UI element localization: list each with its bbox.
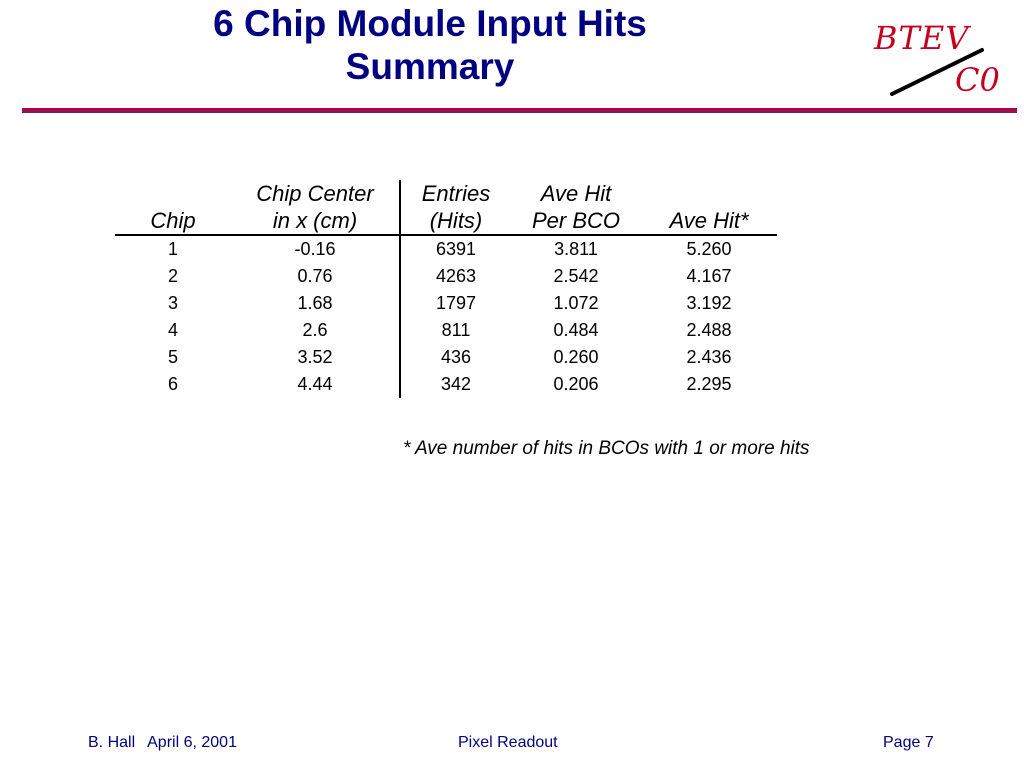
btev-co-logo [872, 20, 1002, 102]
footer-date: April 6, 2001 [147, 734, 237, 751]
header-cell: Ave Hit* [641, 207, 777, 235]
table-cell: 2.488 [686, 320, 732, 340]
footer-author-date [88, 733, 237, 753]
slide-title-line-2: Summary [345, 46, 515, 87]
table-cell: 1 [167, 239, 178, 259]
header-cell: Ave Hit [540, 181, 612, 206]
footer-title: Pixel Readout [458, 734, 558, 751]
table-row [115, 290, 777, 317]
table-cell: 342 [440, 374, 472, 394]
table-cell: 5 [167, 347, 178, 367]
table-cell: 0.76 [231, 263, 400, 290]
table-cell: 5.260 [686, 239, 732, 259]
table-cell: 0.206 [553, 374, 599, 394]
header-cell: Chip [115, 207, 231, 235]
hits-summary-table [115, 180, 777, 398]
table-cell: 3.811 [554, 239, 598, 259]
header-cell: Per BCO [511, 207, 641, 235]
table-cell: 2.6 [231, 317, 400, 344]
table-cell: 4263 [435, 266, 477, 286]
header-cell [641, 180, 777, 207]
header-cell: Chip Center [231, 180, 400, 207]
table-cell: 2.542 [553, 266, 599, 286]
table-cell: 436 [440, 347, 472, 367]
table-cell: 6 [167, 374, 178, 394]
table-header-row-1 [115, 180, 777, 207]
table-cell: 1797 [435, 293, 477, 313]
table-row [115, 371, 777, 398]
slide-title [100, 2, 760, 88]
table-cell: 0.484 [553, 320, 599, 340]
table-cell: 1.68 [231, 290, 400, 317]
logo-text-co: C0 [955, 61, 1000, 99]
table-cell: 0.260 [553, 347, 599, 367]
table-footnote: * Ave number of hits in BCOs with 1 or more hits [403, 438, 810, 459]
slide-title-line-1: 6 Chip Module Input Hits [213, 3, 647, 44]
footer-author: B. Hall [88, 734, 136, 751]
header-cell: in x (cm) [231, 207, 400, 235]
table-header-row-2 [115, 207, 777, 235]
table-cell: 3.192 [686, 293, 732, 313]
header-cell [115, 180, 231, 207]
table-row [115, 263, 777, 290]
logo-text-btev: BTEV [874, 19, 970, 57]
table-cell: 3 [167, 293, 178, 313]
table-cell: 4.167 [686, 266, 732, 286]
table-row [115, 344, 777, 371]
footer-page-number: Page 7 [883, 734, 934, 751]
table-row [115, 235, 777, 263]
table-cell: 6391 [435, 239, 477, 259]
table-cell: 2.295 [686, 374, 732, 394]
table-cell: 2 [167, 266, 178, 286]
table-cell: 3.52 [231, 344, 400, 371]
table-cell: -0.16 [231, 235, 400, 263]
table-cell: 4 [167, 320, 178, 340]
table-row [115, 317, 777, 344]
header-cell: Entries [421, 181, 491, 206]
header-rule-bottom [22, 111, 1017, 113]
table-cell: 1.072 [553, 293, 599, 313]
table-cell: 811 [441, 320, 471, 340]
table-cell: 2.436 [686, 347, 732, 367]
header-cell: (Hits) [400, 207, 511, 235]
table-cell: 4.44 [231, 371, 400, 398]
